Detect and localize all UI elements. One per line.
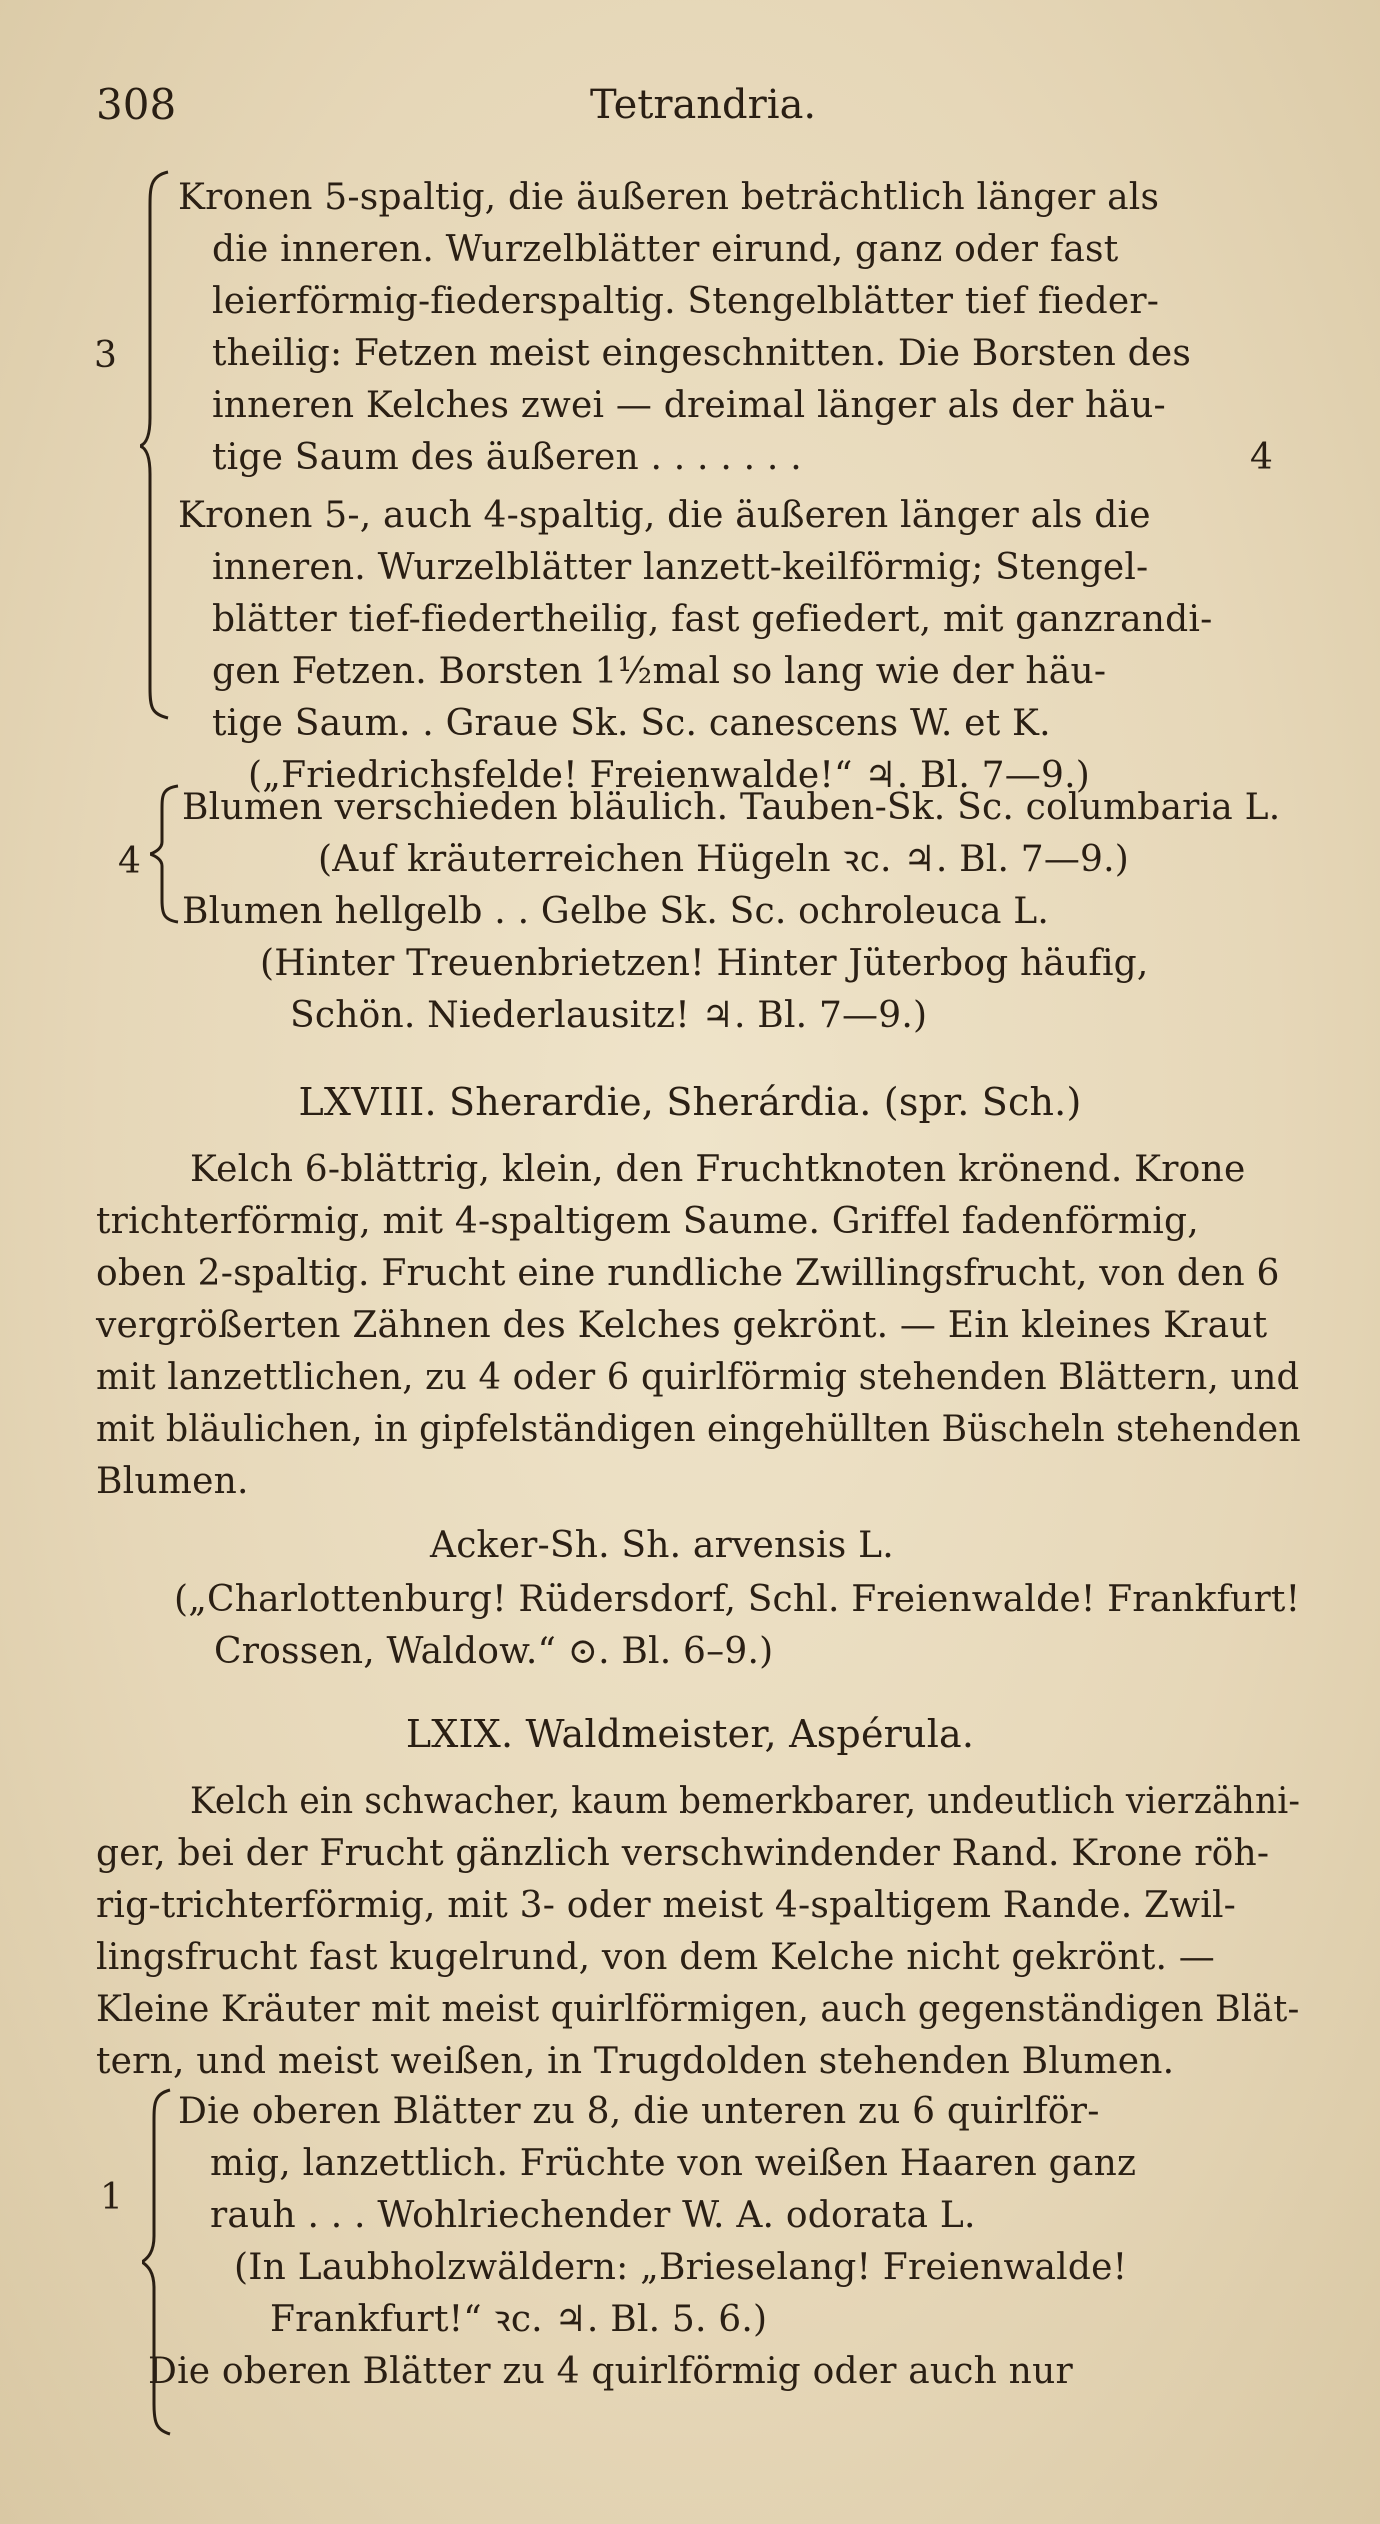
key1-a-line-1: Die oberen Blätter zu 8, die unteren zu 6 quirlför- xyxy=(178,2091,1100,2132)
key4-a-line-1: Blumen verschieden bläulich. Tauben-Sk. Sc. columbaria L. xyxy=(182,787,1281,828)
running-title: Tetrandria. xyxy=(590,82,817,128)
key-brace-4 xyxy=(150,782,180,924)
genus-68-desc-line-2: trichterförmig, mit 4-spaltigem Saume. Griffel fadenförmig, xyxy=(96,1201,1199,1242)
key1-a-line-3: rauh . . . Wohlriechender W. A. odorata L. xyxy=(210,2195,976,2236)
genus-68-desc-line-5: mit lanzettlichen, zu 4 oder 6 quirlförmig stehenden Blättern, und xyxy=(96,1357,1300,1398)
genus-69-desc-line-3: rig-trichterförmig, mit 3- oder meist 4-spaltigem Rande. Zwil- xyxy=(96,1885,1237,1926)
genus-69-desc-line-5: Kleine Kräuter mit meist quirlförmigen, auch gegenständigen Blät- xyxy=(96,1989,1300,2030)
genus-68-locality-line-2: Crossen, Waldow.“ ⊙. Bl. 6–9.) xyxy=(214,1631,774,1672)
key4-b-line-1: Blumen hellgelb . . Gelbe Sk. Sc. ochroleuca L. xyxy=(182,891,1050,932)
genus-68-locality-line-1: („Charlottenburg! Rüdersdorf, Schl. Freienwalde! Frankfurt! xyxy=(174,1579,1301,1620)
key3-b-line-2: inneren. Wurzelblätter lanzett-keilförmig; Stengel- xyxy=(212,547,1149,588)
key3-a-line-1: Kronen 5-spaltig, die äußeren beträchtlich länger als xyxy=(178,177,1160,218)
key4-b-line-3: Schön. Niederlausitz! ♃. Bl. 7—9.) xyxy=(290,995,928,1036)
genus-68-species: Acker-Sh. Sh. arvensis L. xyxy=(430,1525,894,1566)
key-number-3: 3 xyxy=(94,335,117,376)
genus-68-desc-line-6: mit bläulichen, in gipfelständigen eingehüllten Büscheln stehenden xyxy=(96,1409,1301,1450)
key3-a-line-5: inneren Kelches zwei — dreimal länger als der häu- xyxy=(212,385,1166,426)
key3-a-reference: 4 xyxy=(1250,437,1273,478)
key-number-1: 1 xyxy=(100,2177,123,2218)
genus-69-desc-line-1: Kelch ein schwacher, kaum bemerkbarer, undeutlich vierzähni- xyxy=(190,1781,1301,1822)
key4-a-line-2: (Auf kräuterreichen Hügeln ꝛc. ♃. Bl. 7—9.) xyxy=(318,839,1130,880)
genus-69-desc-line-2: ger, bei der Frucht gänzlich verschwindender Rand. Krone röh- xyxy=(96,1833,1270,1874)
key3-a-line-2: die inneren. Wurzelblätter eirund, ganz oder fast xyxy=(212,229,1119,270)
genus-68-desc-line-1: Kelch 6-blättrig, klein, den Fruchtknoten krönend. Krone xyxy=(190,1149,1246,1190)
key3-a-line-4: theilig: Fetzen meist eingeschnitten. Die Borsten des xyxy=(212,333,1192,374)
genus-68-desc-line-3: oben 2-spaltig. Frucht eine rundliche Zwillingsfrucht, von den 6 xyxy=(96,1253,1280,1294)
key3-b-line-5: tige Saum. . Graue Sk. Sc. canescens W. et K. xyxy=(212,703,1051,744)
key3-b-line-6: („Friedrichsfelde! Freienwalde!“ ♃. Bl. 7—9.) xyxy=(248,755,1090,796)
key-brace-3 xyxy=(140,168,170,720)
page-number: 308 xyxy=(96,80,177,129)
genus-69-desc-line-4: lingsfrucht fast kugelrund, von dem Kelche nicht gekrönt. — xyxy=(96,1937,1216,1978)
key3-b-line-3: blätter tief-fiedertheilig, fast gefiedert, mit ganzrandi- xyxy=(212,599,1213,640)
key1-a-line-2: mig, lanzettlich. Früchte von weißen Haaren ganz xyxy=(210,2143,1137,2184)
key4-b-line-2: (Hinter Treuenbrietzen! Hinter Jüterbog häufig, xyxy=(260,943,1149,984)
key3-b-line-4: gen Fetzen. Borsten 1½mal so lang wie der häu- xyxy=(212,651,1107,692)
genus-68-heading: LXVIII. Sherardie, Sherárdia. (spr. Sch.) xyxy=(298,1080,1082,1124)
key-number-4: 4 xyxy=(118,841,141,882)
key1-a-line-4: (In Laubholzwäldern: „Brieselang! Freienwalde! xyxy=(234,2247,1128,2288)
genus-69-heading: LXIX. Waldmeister, Aspérula. xyxy=(405,1712,975,1756)
genus-68-desc-line-7: Blumen. xyxy=(96,1461,249,1502)
key3-a-line-6: tige Saum des äußeren . . . . . . . xyxy=(212,437,802,478)
genus-68-desc-line-4: vergrößerten Zähnen des Kelches gekrönt. — Ein kleines Kraut xyxy=(96,1305,1268,1346)
key3-b-line-1: Kronen 5-, auch 4-spaltig, die äußeren länger als die xyxy=(178,495,1151,536)
key3-a-line-3: leierförmig-fiederspaltig. Stengelblätter tief fieder- xyxy=(212,281,1160,322)
key1-a-line-5: Frankfurt!“ ꝛc. ♃. Bl. 5. 6.) xyxy=(270,2299,768,2340)
genus-69-desc-line-6: tern, und meist weißen, in Trugdolden stehenden Blumen. xyxy=(96,2041,1175,2082)
key1-b-line-1: Die oberen Blätter zu 4 quirlförmig oder auch nur xyxy=(148,2351,1073,2392)
